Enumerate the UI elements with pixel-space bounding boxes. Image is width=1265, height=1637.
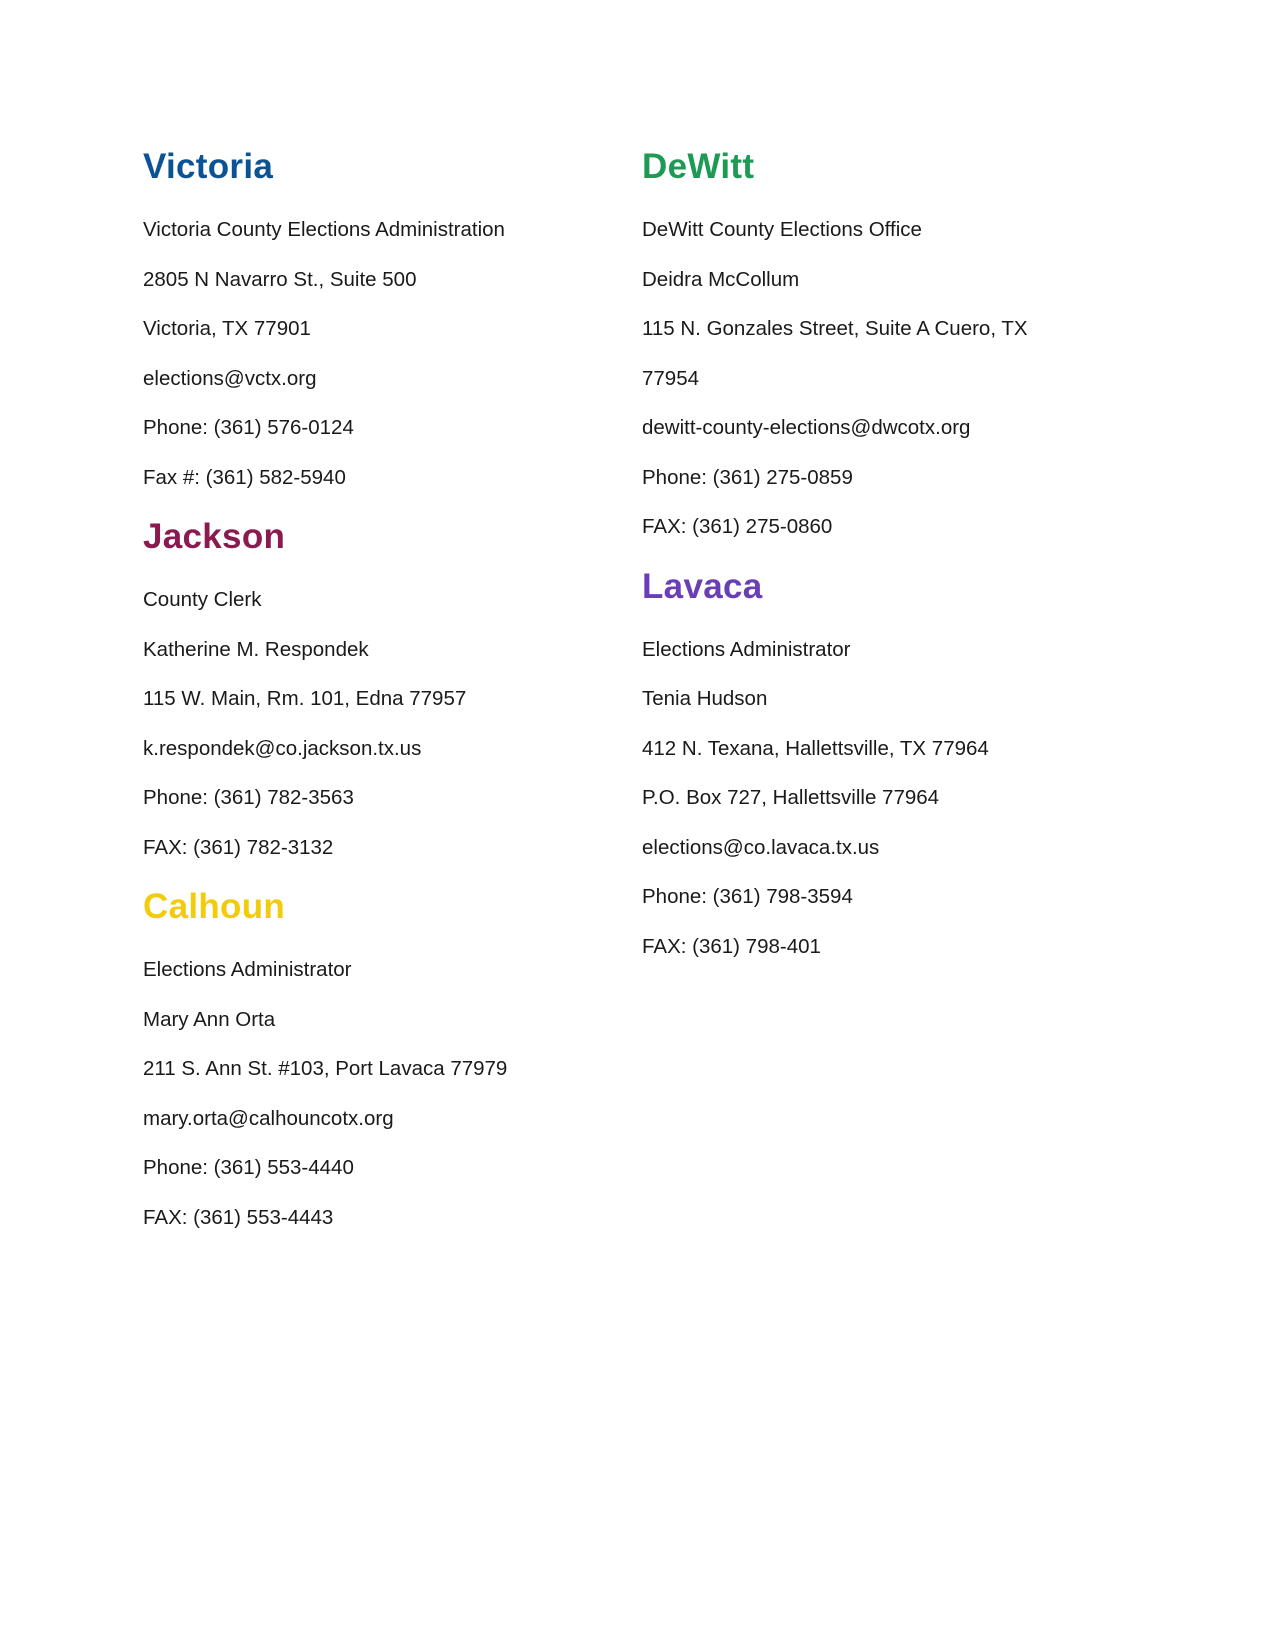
phone: Phone: (361) 576-0124 (143, 416, 354, 439)
contact-name: Deidra McCollum (642, 267, 800, 291)
address: 211 S. Ann St. #103, Port Lavaca 77979 (143, 1057, 508, 1080)
email: elections@vctx.org (143, 366, 317, 390)
fax: FAX: (361) 275-0860 (642, 515, 833, 538)
city-state-zip: Victoria, TX 77901 (143, 317, 311, 340)
email: mary.orta@calhouncotx.org (143, 1106, 394, 1130)
fax: Fax #: (361) 582-5940 (143, 465, 346, 489)
title: County Clerk (143, 588, 262, 611)
county-heading: Lavaca (642, 566, 763, 606)
phone: Phone: (361) 798-3594 (642, 885, 853, 908)
street-address: 412 N. Texana, Hallettsville, TX 77964 (642, 736, 989, 760)
county-lavaca (642, 557, 1087, 972)
contact-name: Katherine M. Respondek (143, 637, 369, 661)
phone: Phone: (361) 275-0859 (642, 465, 853, 489)
county-calhoun (143, 877, 613, 1242)
address: 115 W. Main, Rm. 101, Edna 77957 (143, 687, 467, 710)
county-heading: DeWitt (642, 147, 755, 186)
fax: FAX: (361) 782-3132 (143, 835, 334, 859)
title: Elections Administrator (642, 637, 851, 661)
county-dewitt (642, 137, 1087, 552)
office-name: DeWitt County Elections Office (642, 218, 922, 241)
email: k.respondek@co.jackson.tx.us (143, 736, 422, 760)
street-address: 2805 N Navarro St., Suite 500 (143, 267, 417, 291)
title: Elections Administrator (143, 958, 352, 981)
po-box: P.O. Box 727, Hallettsville 77964 (642, 786, 940, 809)
email: elections@co.lavaca.tx.us (642, 835, 880, 859)
phone: Phone: (361) 782-3563 (143, 786, 354, 809)
contact-name: Mary Ann Orta (143, 1007, 276, 1031)
county-victoria (143, 137, 613, 502)
address: 115 N. Gonzales Street, Suite A Cuero, TX 77954 (642, 317, 1028, 390)
county-jackson (143, 507, 613, 872)
fax: FAX: (361) 798-401 (642, 934, 821, 958)
left-column (143, 137, 613, 1242)
phone: Phone: (361) 553-4440 (143, 1156, 354, 1179)
right-column (642, 137, 1087, 971)
contact-name: Tenia Hudson (642, 687, 768, 710)
county-heading: Calhoun (143, 887, 286, 926)
office-name: Victoria County Elections Administration (143, 218, 505, 241)
county-heading: Jackson (143, 517, 286, 556)
fax: FAX: (361) 553-4443 (143, 1205, 334, 1229)
email: dewitt-county-elections@dwcotx.org (642, 416, 971, 439)
county-heading: Victoria (143, 147, 274, 186)
